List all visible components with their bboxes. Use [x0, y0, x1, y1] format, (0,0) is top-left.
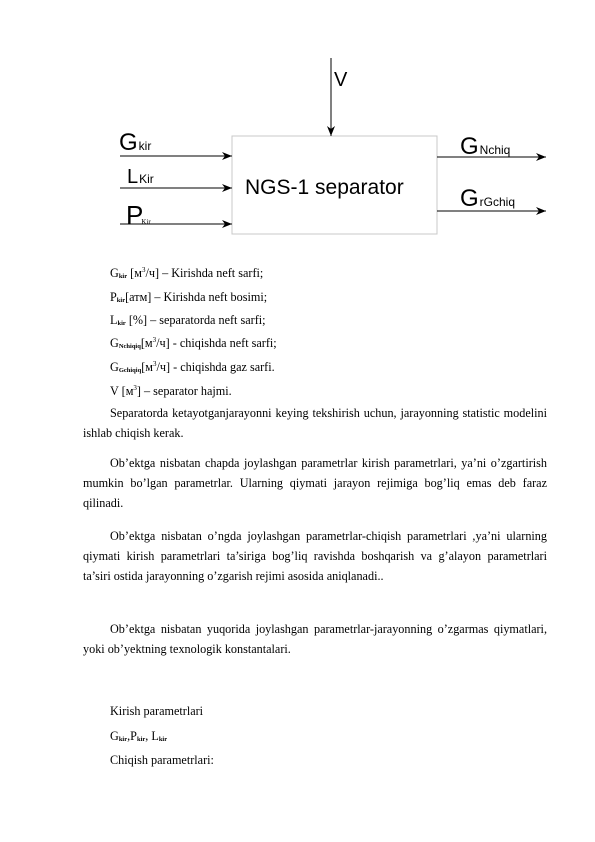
output-label-gas-main: G — [460, 185, 479, 212]
input-label-g-sub: kir — [138, 139, 152, 153]
input-sub: kir — [158, 736, 168, 743]
output-label-oil-main: G — [460, 133, 479, 160]
input-label-g — [119, 129, 151, 156]
def-sub: Nchiqiq — [118, 343, 141, 350]
output-label-gas-sub: rGchiq — [479, 195, 516, 209]
input-label-l — [127, 166, 154, 188]
def-sub: kir — [118, 273, 128, 280]
paragraph-2: Ob’ektga nisbatan chapda joylashgan parametrlar kirish parametrlari, ya’ni o’zgartirish mumkin bo’lgan parametrlar. Ularning qiymati jarayon rejimiga bog’liq emas deb faraz qilinadi. — [83, 456, 547, 510]
def-unit-post: /ч] — [156, 336, 170, 350]
def-desc: – separatorda neft sarfi; — [147, 313, 266, 327]
def-unit: [%] — [125, 313, 148, 327]
def-unit-post: /ч] — [156, 360, 171, 374]
input-symbol: G — [110, 729, 119, 743]
paragraph-3: Ob’ektga nisbatan o’ngda joylashgan parametrlar-chiqish parametrlari ,ya’ni ularning qiymati kirish parametrlari ta’siriga bog’liq ravishda boshqarish va g’alayon parametrlari ta’siri ostida jarayonning o’zgarish rejimi asosida aniqlanadi.. — [83, 529, 547, 583]
input-sub: kir — [136, 736, 146, 743]
input-label-l-sub: Kir — [139, 172, 154, 186]
def-desc: – separator hajmi. — [140, 384, 232, 398]
definition-g-nchiq — [110, 336, 277, 351]
def-desc: – Kirishda neft bosimi; — [151, 290, 268, 304]
inputs-list — [110, 729, 167, 744]
def-unit: [м — [141, 360, 153, 374]
def-sub: Gchiqiq — [118, 367, 142, 374]
input-label-p-sub: Kir — [141, 218, 151, 226]
def-unit-post: ] — [136, 384, 141, 398]
input-label-g-main: G — [119, 129, 138, 156]
def-unit: [м — [140, 336, 153, 350]
paragraph-4: Ob’ektga nisbatan yuqorida joylashgan parametrlar-jarayonning o’zgarmas qiymatlari, yoki ob’yektning texnologik konstantalari. — [83, 622, 547, 656]
def-unit: [м — [127, 266, 142, 280]
def-symbol: V — [110, 384, 119, 398]
def-sub: kir — [117, 320, 126, 327]
def-desc: - chiqishda neft sarfi; — [169, 336, 277, 350]
def-unit-post: /ч] — [145, 266, 160, 280]
def-unit-sup: 3 — [152, 336, 157, 344]
input-label-p — [126, 200, 151, 230]
input-sub: kir — [118, 736, 128, 743]
definition-p-kir — [110, 290, 267, 305]
separator-diagram — [0, 0, 595, 250]
def-symbol: L — [110, 313, 118, 327]
def-desc: - chiqishda gaz sarfi. — [170, 360, 275, 374]
input-symbol: ,P — [127, 729, 137, 743]
def-unit-sup: 3 — [153, 360, 157, 368]
def-symbol: G — [110, 336, 119, 350]
output-label-oil-sub: Nchiq — [479, 143, 511, 157]
input-symbol: , L — [145, 729, 159, 743]
volume-label: V — [334, 69, 348, 91]
definition-g-kir — [110, 266, 263, 281]
separator-box-label: NGS-1 separator — [245, 176, 404, 199]
def-unit-sup: 3 — [141, 266, 146, 274]
output-label-gas — [460, 185, 515, 212]
def-unit-sup: 3 — [133, 384, 137, 392]
def-desc: – Kirishda neft sarfi; — [159, 266, 264, 280]
input-label-l-main: L — [127, 166, 139, 188]
def-symbol: G — [110, 266, 119, 280]
def-unit: [атм] — [125, 290, 152, 304]
def-symbol: G — [110, 360, 119, 374]
def-unit: [м — [118, 384, 134, 398]
paragraph-1: Separatorda ketayotganjarayonni keying tekshirish uchun, jarayonning statistic modelini ishlab chiqish kerak. — [83, 406, 547, 440]
def-symbol: P — [110, 290, 117, 304]
def-sub: kir — [116, 297, 126, 304]
input-label-p-main: P — [126, 200, 144, 230]
outputs-heading: Chiqish parametrlari: — [110, 753, 214, 767]
inputs-heading: Kirish parametrlari — [110, 704, 204, 718]
definition-g-gchiq — [110, 360, 275, 375]
definition-l-kir — [110, 313, 266, 328]
output-label-oil — [460, 133, 510, 160]
definition-v — [110, 384, 232, 399]
